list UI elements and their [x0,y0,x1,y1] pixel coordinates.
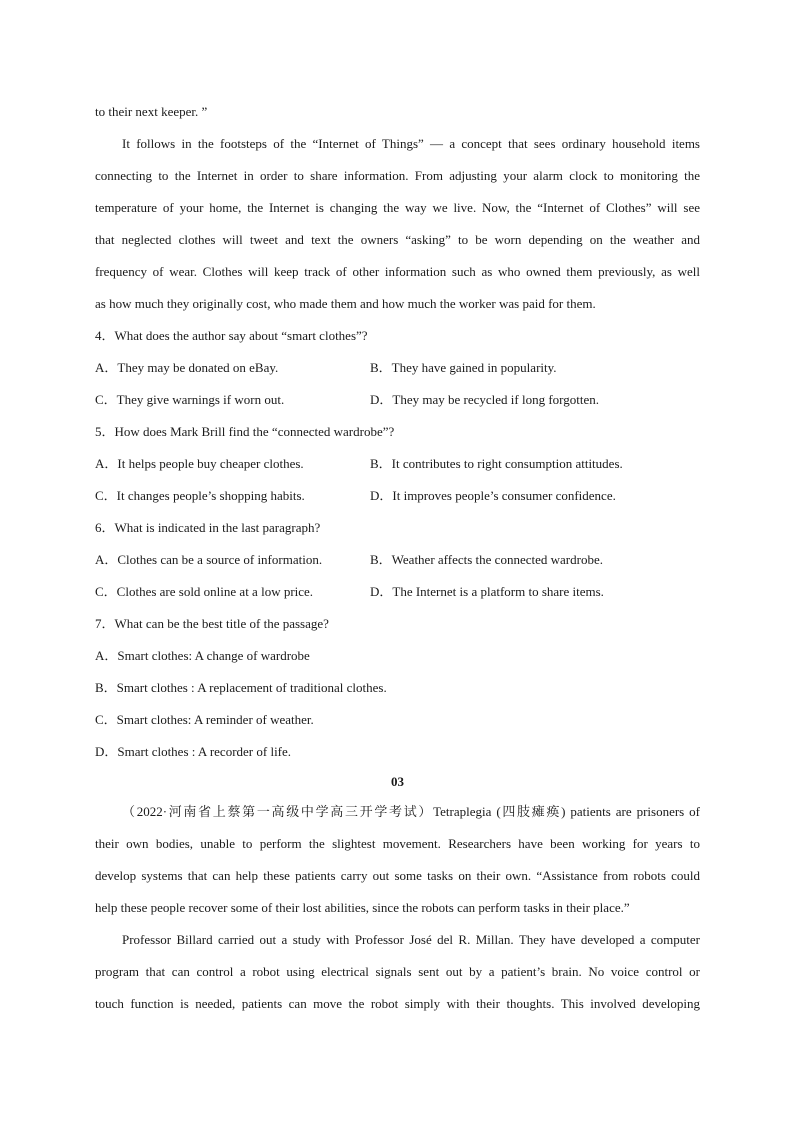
option-c: C．Clothes are sold online at a low price. [95,584,314,599]
option-d: D．Smart clothes : A recorder of life. [95,744,292,759]
question-stem: 7．What can be the best title of the passage? [95,616,329,631]
option-b: B．It contributes to right consumption attitudes. [370,456,623,471]
option-a: A．They may be donated on eBay. [95,360,279,375]
option-row [95,480,700,512]
question-4 [95,320,700,416]
passage-line: develop systems that can help these patients carry out some tasks on their own. “Assistance from robots could [95,868,700,883]
option-row [95,384,700,416]
option-d: D．The Internet is a platform to share items. [370,584,604,599]
passage-line: touch function is needed, patients can move the robot simply with their thoughts. This involved developing [95,996,700,1011]
passage-line: temperature of your home, the Internet is changing the way we live. Now, the “Internet of Clothes” will see [95,200,700,215]
option-b: B．Smart clothes : A replacement of traditional clothes. [95,680,387,695]
question-stem: 5．How does Mark Brill find the “connected wardrobe”? [95,424,395,439]
option-d: D．They may be recycled if long forgotten. [370,392,599,407]
option-row [95,544,700,576]
passage-line: their own bodies, unable to perform the slightest movement. Researchers have been working for years to [95,836,700,851]
question-6 [95,512,700,608]
passage-3 [95,796,700,1020]
passage-line: to their next keeper. ” [95,104,208,119]
document-page [95,96,700,1020]
passage-line: connecting to the Internet in order to share information. From adjusting your alarm clock to monitoring the [95,168,700,183]
question-stem: 4．What does the author say about “smart clothes”? [95,328,368,343]
passage-2 [95,96,700,320]
option-a: A．Smart clothes: A change of wardrobe [95,648,310,663]
option-row [95,448,700,480]
question-7 [95,608,700,768]
section-number: 03 [391,774,404,789]
passage-line: frequency of wear. Clothes will keep track of other information such as who owned them previously, as well [95,264,700,279]
option-a: A．It helps people buy cheaper clothes. [95,456,304,471]
option-c: C．They give warnings if worn out. [95,392,285,407]
option-d: D．It improves people’s consumer confidence. [370,488,616,503]
passage-line: as how much they originally cost, who made them and how much the worker was paid for them. [95,296,596,311]
passage-line: It follows in the footsteps of the “Internet of Things” — a concept that sees ordinary household items [122,136,700,151]
option-a: A．Clothes can be a source of information. [95,552,323,567]
passage-line: help these people recover some of their lost abilities, since the robots can perform tasks in their place.” [95,900,630,915]
passage-line: Professor Billard carried out a study with Professor José del R. Millan. They have developed a computer [122,932,700,947]
option-b: B．They have gained in popularity. [370,360,557,375]
question-stem: 6．What is indicated in the last paragraph? [95,520,321,535]
passage-line: that neglected clothes will tweet and text the owners “asking” to be worn depending on the weather and [95,232,700,247]
option-b: B．Weather affects the connected wardrobe. [370,552,603,567]
option-c: C．It changes people’s shopping habits. [95,488,305,503]
passage-line: program that can control a robot using electrical signals sent out by a patient’s brain. No voice control or [95,964,700,979]
option-row [95,352,700,384]
question-5 [95,416,700,512]
option-c: C．Smart clothes: A reminder of weather. [95,712,314,727]
passage-line: （2022·河南省上蔡第一高级中学高三开学考试）Tetraplegia (四肢瘫痪) patients are prisoners of [122,804,700,819]
option-row [95,576,700,608]
